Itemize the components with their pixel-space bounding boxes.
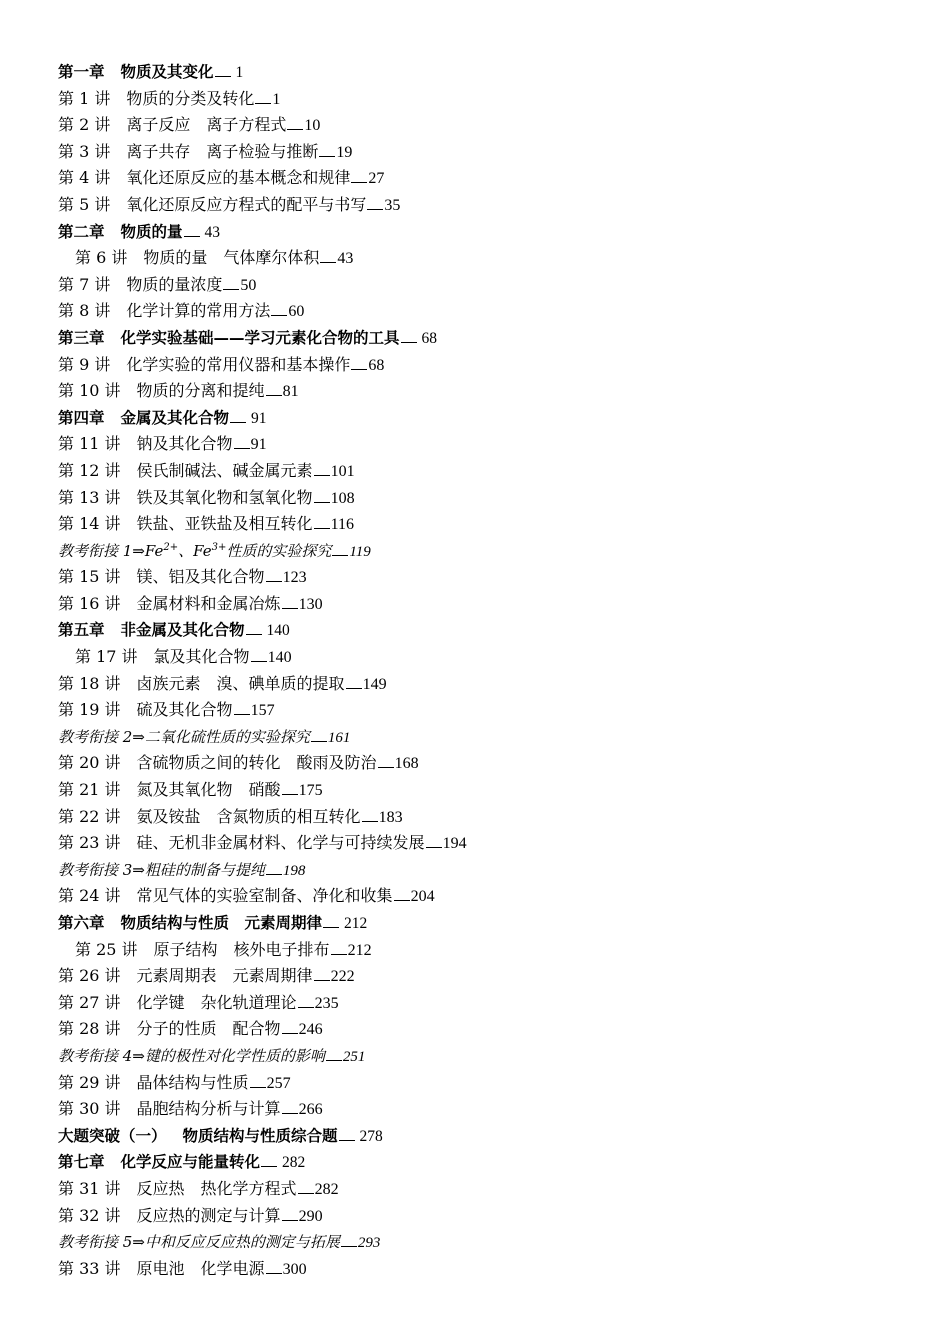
dot-leader <box>314 980 330 981</box>
entry-title: 物质结构与性质综合题 <box>182 1126 338 1145</box>
entry-label: 第 33 讲 <box>58 1258 121 1278</box>
entry-label: 第 27 讲 <box>58 992 121 1012</box>
entry-label: 第 29 讲 <box>58 1072 121 1092</box>
entry-title: 化学反应与能量转化 <box>120 1153 261 1172</box>
dot-leader <box>234 714 250 715</box>
toc-lecture-entry[interactable] <box>58 352 938 379</box>
page-number: 149 <box>362 675 387 693</box>
dot-leader <box>282 1220 298 1221</box>
toc-lecture-entry[interactable] <box>58 1176 938 1203</box>
entry-title: 反应热的测定与计算 <box>136 1205 281 1225</box>
table-of-contents <box>58 59 938 1282</box>
toc-lecture-entry[interactable] <box>58 697 938 724</box>
dot-leader <box>246 634 262 635</box>
page-number: 212 <box>344 915 368 932</box>
page-number: 282 <box>314 1180 339 1198</box>
toc-chapter-entry[interactable] <box>58 325 938 352</box>
toc-lecture-entry[interactable] <box>58 272 938 299</box>
dot-leader <box>351 369 367 370</box>
entry-title: 镁、铝及其化合物 <box>136 567 265 587</box>
entry-title: 物质的量浓度 <box>126 274 223 294</box>
page-number: 246 <box>298 1021 323 1039</box>
page-number: 68 <box>368 356 385 374</box>
toc-lecture-entry[interactable] <box>58 1070 938 1097</box>
entry-label: 第 3 讲 <box>58 141 111 161</box>
toc-chapter-entry[interactable] <box>58 219 938 246</box>
toc-lecture-entry[interactable] <box>58 937 938 964</box>
entry-title: 晶体结构与性质 <box>136 1072 249 1092</box>
entry-title: 二氧化硫性质的实验探究 <box>144 727 310 746</box>
entry-label: 大题突破（一） <box>58 1126 167 1145</box>
page-number: 198 <box>282 862 306 879</box>
entry-title: 化学计算的常用方法 <box>126 301 271 321</box>
toc-bridge-entry[interactable] <box>58 724 938 751</box>
page-number: 266 <box>298 1101 323 1119</box>
toc-lecture-entry[interactable] <box>58 883 938 910</box>
entry-label: 第六章 <box>58 914 105 932</box>
entry-label: 第 8 讲 <box>58 301 111 321</box>
entry-title: 离子共存 离子检验与推断 <box>126 141 319 161</box>
ion-symbol: Fe <box>193 541 212 560</box>
dot-leader <box>311 741 327 742</box>
page-number: 35 <box>384 196 401 214</box>
entry-title: 粗硅的制备与提纯 <box>144 860 265 879</box>
entry-label: 第 10 讲 <box>58 381 121 401</box>
entry-title: 铁及其氧化物和氢氧化物 <box>136 487 313 507</box>
dot-leader <box>215 76 231 77</box>
entry-label: 第 2 讲 <box>58 115 111 135</box>
page-number: 123 <box>282 569 307 587</box>
ion-symbol: Fe <box>144 541 164 560</box>
entry-label: 第 18 讲 <box>58 673 121 693</box>
page-number: 1 <box>235 64 244 81</box>
page-number: 140 <box>267 649 292 667</box>
entry-label: 第七章 <box>58 1153 105 1172</box>
dot-leader <box>331 954 347 955</box>
dot-leader <box>426 847 442 848</box>
page-number: 175 <box>298 782 323 800</box>
toc-lecture-entry[interactable] <box>58 458 938 485</box>
toc-lecture-entry[interactable] <box>58 86 938 113</box>
page-number: 282 <box>282 1154 306 1172</box>
dot-leader <box>287 129 303 130</box>
entry-label: 第 31 讲 <box>58 1178 121 1198</box>
entry-label: 第五章 <box>58 621 105 640</box>
dot-leader <box>261 1166 277 1167</box>
entry-title: 氨及铵盐 含氮物质的相互转化 <box>136 806 361 826</box>
page-number: 60 <box>288 303 305 321</box>
entry-label: 第 19 讲 <box>58 700 121 720</box>
entry-label: 第 11 讲 <box>58 434 121 454</box>
entry-title: 元素周期表 元素周期律 <box>136 966 313 986</box>
entry-label: 第 16 讲 <box>58 593 121 613</box>
entry-label: 第四章 <box>58 408 105 427</box>
page-number: 235 <box>314 994 339 1012</box>
page-number: 194 <box>442 835 467 853</box>
dot-leader <box>351 182 367 183</box>
toc-lecture-entry[interactable] <box>58 165 938 192</box>
dot-leader <box>326 1060 342 1061</box>
page-number: 278 <box>359 1127 383 1145</box>
page-number: 101 <box>330 462 355 480</box>
entry-label: 第 7 讲 <box>58 274 111 294</box>
toc-lecture-entry[interactable] <box>58 298 938 325</box>
entry-title: 中和反应反应热的测定与拓展 <box>144 1233 340 1252</box>
entry-title: 化学键 杂化轨道理论 <box>136 992 297 1012</box>
entry-label: 第 32 讲 <box>58 1205 121 1225</box>
page-number: 91 <box>251 409 267 427</box>
dot-leader <box>250 1087 266 1088</box>
dot-leader <box>266 874 282 875</box>
entry-label: 第 25 讲 <box>75 939 138 959</box>
entry-title: 金属材料和金属冶炼 <box>136 593 281 613</box>
page-number: 157 <box>250 702 275 720</box>
entry-title: 物质的量 <box>120 222 183 241</box>
entry-label: 第一章 <box>58 63 105 81</box>
entry-title: 氧化还原反应的基本概念和规律 <box>126 168 351 188</box>
entry-title: 铁盐、亚铁盐及相互转化 <box>136 514 313 534</box>
toc-lecture-entry[interactable] <box>58 245 938 272</box>
entry-label: 教考衔接 3⇒ <box>58 860 145 879</box>
entry-label: 第三章 <box>58 328 105 347</box>
entry-label: 第 13 讲 <box>58 487 121 507</box>
page-number: 204 <box>410 888 435 906</box>
entry-title: 化学实验基础——学习元素化合物的工具 <box>120 328 400 347</box>
page-number: 168 <box>394 755 419 773</box>
page-number: 183 <box>378 808 403 826</box>
page-number: 257 <box>266 1074 291 1092</box>
dot-leader <box>234 448 250 449</box>
toc-lecture-entry[interactable] <box>58 963 938 990</box>
toc-chapter-entry[interactable] <box>58 1123 938 1150</box>
toc-lecture-entry[interactable] <box>58 192 938 219</box>
page-number: 300 <box>282 1260 307 1278</box>
toc-lecture-entry[interactable] <box>58 485 938 512</box>
entry-label: 第 14 讲 <box>58 514 121 534</box>
entry-label: 第 28 讲 <box>58 1019 121 1039</box>
page-number: 222 <box>330 968 355 986</box>
page-number: 43 <box>337 250 354 268</box>
entry-title: 硅、无机非金属材料、化学与可持续发展 <box>136 833 425 853</box>
toc-bridge-entry[interactable] <box>58 857 938 884</box>
page-number: 81 <box>282 383 299 401</box>
page-number: 251 <box>342 1048 366 1065</box>
dot-leader <box>255 103 271 104</box>
page-number: 91 <box>250 436 267 454</box>
entry-label: 第 26 讲 <box>58 966 121 986</box>
entry-title: 物质的量 气体摩尔体积 <box>143 248 320 268</box>
page-number: 10 <box>304 117 321 135</box>
ion-charge: 2+ <box>163 541 179 553</box>
entry-title: 非金属及其化合物 <box>120 621 245 640</box>
toc-bridge-entry[interactable] <box>58 538 938 565</box>
dot-leader <box>271 315 287 316</box>
entry-title: 原电池 化学电源 <box>136 1258 265 1278</box>
page-number: 140 <box>266 622 290 640</box>
toc-lecture-entry[interactable] <box>58 671 938 698</box>
entry-title: 钠及其化合物 <box>136 434 233 454</box>
toc-lecture-entry[interactable] <box>58 830 938 857</box>
entry-label: 第 24 讲 <box>58 886 121 906</box>
entry-title: 金属及其化合物 <box>120 408 230 427</box>
entry-title: 物质的分离和提纯 <box>136 381 265 401</box>
entry-label: 教考衔接 4⇒ <box>58 1046 145 1065</box>
toc-lecture-entry[interactable] <box>58 564 938 591</box>
entry-title: 分子的性质 配合物 <box>136 1019 281 1039</box>
entry-label: 教考衔接 1⇒ <box>58 541 145 560</box>
dot-leader <box>378 767 394 768</box>
dot-leader <box>282 1113 298 1114</box>
dot-leader <box>367 209 383 210</box>
entry-title: 物质及其变化 <box>120 63 214 81</box>
page-number: 290 <box>298 1207 323 1225</box>
dot-leader <box>282 608 298 609</box>
toc-lecture-entry[interactable] <box>58 990 938 1017</box>
dot-leader <box>298 1193 314 1194</box>
dot-leader <box>230 422 246 423</box>
toc-chapter-entry[interactable] <box>58 405 938 432</box>
dot-leader <box>266 395 282 396</box>
page-number: 43 <box>204 223 221 241</box>
entry-label: 第 20 讲 <box>58 753 121 773</box>
dot-leader <box>184 236 200 237</box>
toc-bridge-entry[interactable] <box>58 1229 938 1256</box>
toc-chapter-entry[interactable] <box>58 1149 938 1176</box>
entry-title: 键的极性对化学性质的影响 <box>144 1046 325 1065</box>
toc-bridge-entry[interactable] <box>58 1043 938 1070</box>
entry-title: 离子反应 离子方程式 <box>126 115 287 135</box>
entry-label: 教考衔接 2⇒ <box>58 727 145 746</box>
toc-lecture-entry[interactable] <box>58 378 938 405</box>
entry-title: 氧化还原反应方程式的配平与书写 <box>126 194 367 214</box>
page-number: 212 <box>347 941 372 959</box>
page-number: 161 <box>327 729 351 746</box>
entry-title: 反应热 热化学方程式 <box>136 1178 297 1198</box>
entry-title: 性质的实验探究 <box>226 541 332 560</box>
dot-leader <box>314 502 330 503</box>
page-number: 50 <box>240 276 257 294</box>
toc-chapter-entry[interactable] <box>58 59 938 86</box>
toc-lecture-entry[interactable] <box>58 1256 938 1283</box>
page-number: 293 <box>357 1235 381 1252</box>
entry-title: 含硫物质之间的转化 酸雨及防治 <box>136 753 377 773</box>
entry-label: 第 5 讲 <box>58 194 111 214</box>
entry-label: 第 17 讲 <box>75 647 138 667</box>
entry-title: 氮及其氧化物 硝酸 <box>136 780 281 800</box>
entry-title: 硫及其化合物 <box>136 700 233 720</box>
entry-title: 晶胞结构分析与计算 <box>136 1099 281 1119</box>
entry-label: 第二章 <box>58 222 105 241</box>
entry-label: 第 6 讲 <box>75 248 128 268</box>
entry-label: 第 1 讲 <box>58 88 111 108</box>
toc-lecture-entry[interactable] <box>58 591 938 618</box>
toc-lecture-entry[interactable] <box>58 804 938 831</box>
dot-leader <box>282 794 298 795</box>
page-number: 119 <box>349 543 371 560</box>
entry-title: 化学实验的常用仪器和基本操作 <box>126 354 351 374</box>
ion-charge: 3+ <box>211 541 227 553</box>
page-number: 116 <box>330 516 354 534</box>
toc-lecture-entry[interactable] <box>58 1096 938 1123</box>
entry-label: 第 4 讲 <box>58 168 111 188</box>
entry-label: 第 12 讲 <box>58 460 121 480</box>
page-number: 108 <box>330 489 355 507</box>
entry-label: 第 23 讲 <box>58 833 121 853</box>
toc-lecture-entry[interactable] <box>58 431 938 458</box>
dot-leader <box>339 1140 355 1141</box>
dot-leader <box>332 555 348 556</box>
toc-lecture-entry[interactable] <box>58 777 938 804</box>
dot-leader <box>319 156 335 157</box>
dot-leader <box>266 581 282 582</box>
entry-title: 原子结构 核外电子排布 <box>153 939 330 959</box>
dot-leader <box>346 688 362 689</box>
entry-label: 第 21 讲 <box>58 780 121 800</box>
page-number: 19 <box>336 143 353 161</box>
page-number: 68 <box>421 329 438 347</box>
toc-lecture-entry[interactable] <box>58 112 938 139</box>
toc-chapter-entry[interactable] <box>58 617 938 644</box>
entry-label: 第 15 讲 <box>58 567 121 587</box>
toc-lecture-entry[interactable] <box>58 644 938 671</box>
dot-leader <box>298 1007 314 1008</box>
dot-leader <box>314 528 330 529</box>
entry-label: 第 9 讲 <box>58 354 111 374</box>
dot-leader <box>266 1273 282 1274</box>
dot-leader <box>282 1033 298 1034</box>
separator: 、 <box>178 541 194 560</box>
toc-lecture-entry[interactable] <box>58 139 938 166</box>
dot-leader <box>341 1246 357 1247</box>
dot-leader <box>323 927 339 928</box>
entry-title: 常见气体的实验室制备、净化和收集 <box>136 886 393 906</box>
toc-lecture-entry[interactable] <box>58 511 938 538</box>
toc-chapter-entry[interactable] <box>58 910 938 937</box>
dot-leader <box>251 661 267 662</box>
entry-label: 第 30 讲 <box>58 1099 121 1119</box>
entry-title: 氯及其化合物 <box>153 647 250 667</box>
entry-title: 卤族元素 溴、碘单质的提取 <box>136 673 345 693</box>
page-number: 130 <box>298 595 323 613</box>
dot-leader <box>314 475 330 476</box>
dot-leader <box>394 900 410 901</box>
dot-leader <box>223 289 239 290</box>
entry-label: 教考衔接 5⇒ <box>58 1233 145 1252</box>
entry-label: 第 22 讲 <box>58 806 121 826</box>
dot-leader <box>401 342 417 343</box>
page-number: 27 <box>368 170 385 188</box>
page-number: 1 <box>272 90 281 108</box>
entry-title: 物质的分类及转化 <box>126 88 255 108</box>
dot-leader <box>320 262 336 263</box>
toc-lecture-entry[interactable] <box>58 1203 938 1230</box>
entry-title: 物质结构与性质 元素周期律 <box>120 914 323 932</box>
entry-title: 侯氏制碱法、碱金属元素 <box>136 460 313 480</box>
toc-lecture-entry[interactable] <box>58 750 938 777</box>
dot-leader <box>362 821 378 822</box>
toc-lecture-entry[interactable] <box>58 1016 938 1043</box>
